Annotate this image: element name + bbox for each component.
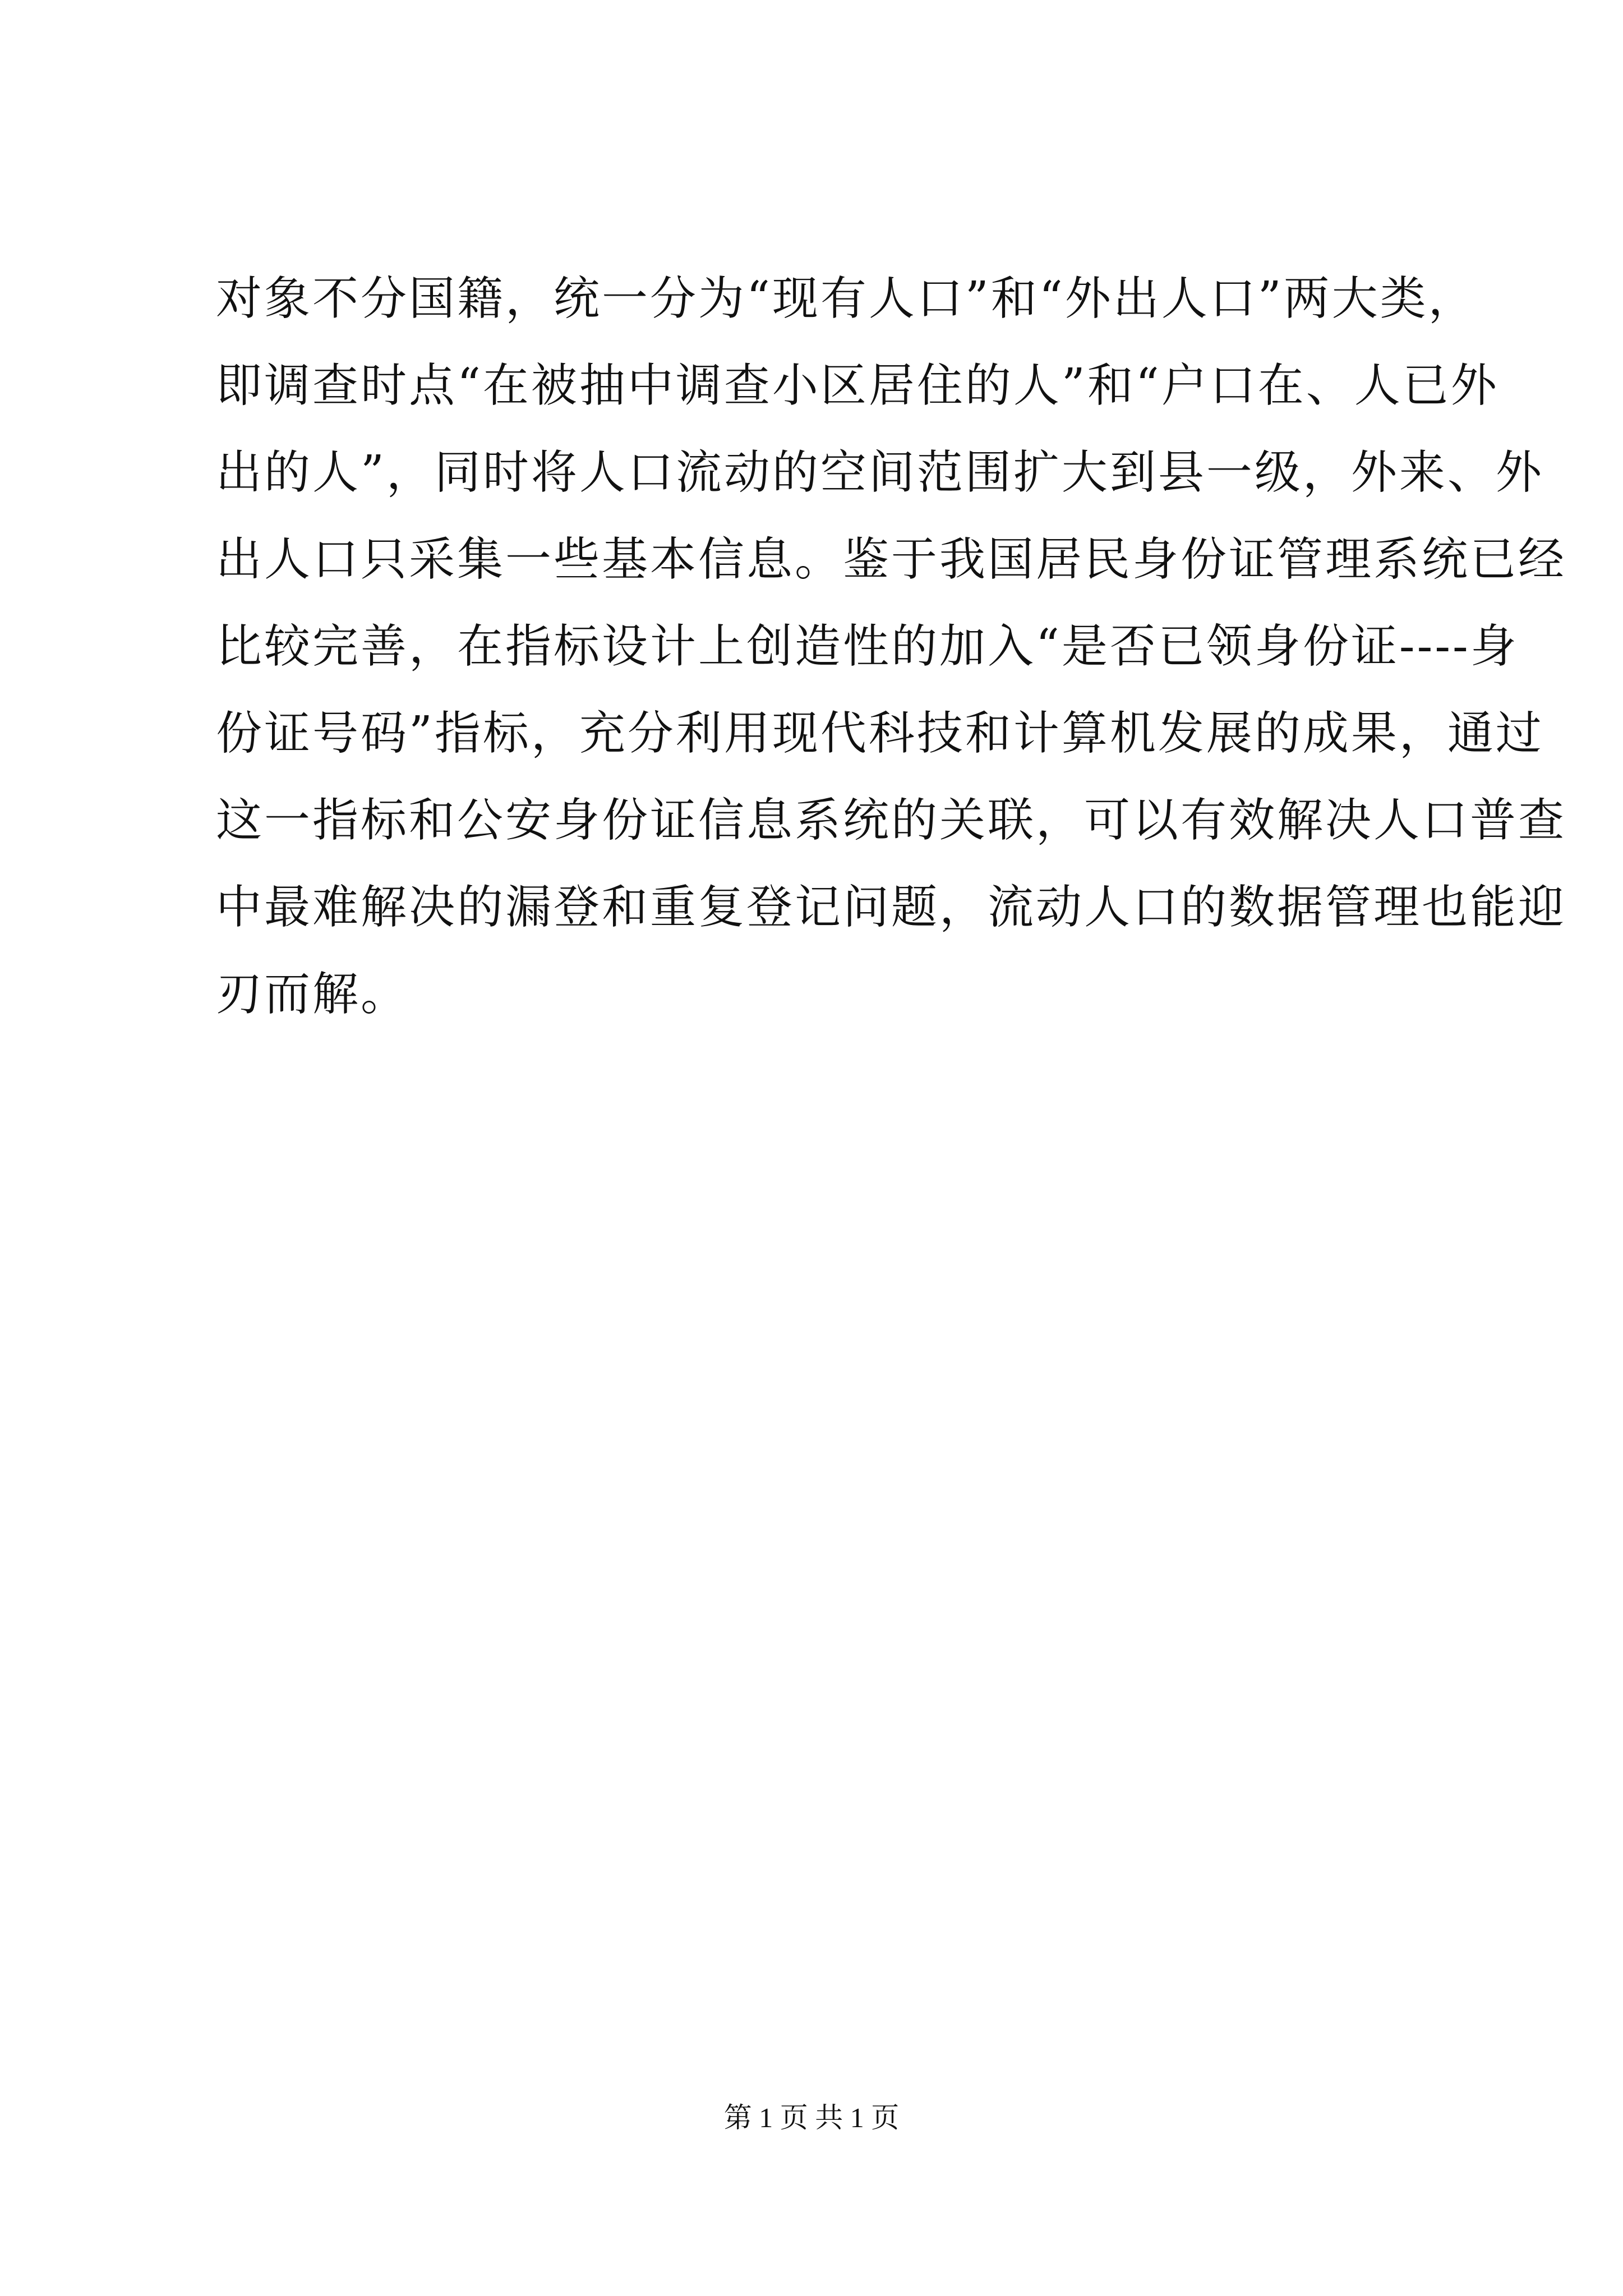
page-number-footer: 第 1 页 共 1 页 xyxy=(723,2102,900,2133)
paragraph-line: 刃而解。 xyxy=(216,968,409,1021)
paragraph-line: 中最难解决的漏登和重复登记问题，流动人口的数据管理也能迎 xyxy=(216,881,1567,934)
paragraph-line: 出人口只采集一些基本信息。鉴于我国居民身份证管理系统已经 xyxy=(216,533,1567,586)
paragraph-line: 对象不分国籍，统一分为“现有人口”和“外出人口”两大类， xyxy=(216,272,1477,325)
paragraph-line: 即调查时点“在被抽中调查小区居住的人”和“户口在、人已外 xyxy=(216,359,1499,412)
paragraph-line: 这一指标和公安身份证信息系统的关联，可以有效解决人口普查 xyxy=(216,794,1567,847)
paragraph-line: 出的人”，同时将人口流动的空间范围扩大到县一级，外来、外 xyxy=(216,446,1544,499)
paragraph-line: 比较完善，在指标设计上创造性的加入“是否已领身份证----身 xyxy=(216,620,1519,673)
paragraph-line: 份证号码”指标，充分利用现代科技和计算机发展的成果，通过 xyxy=(216,707,1544,760)
body-paragraph xyxy=(216,255,1567,1038)
